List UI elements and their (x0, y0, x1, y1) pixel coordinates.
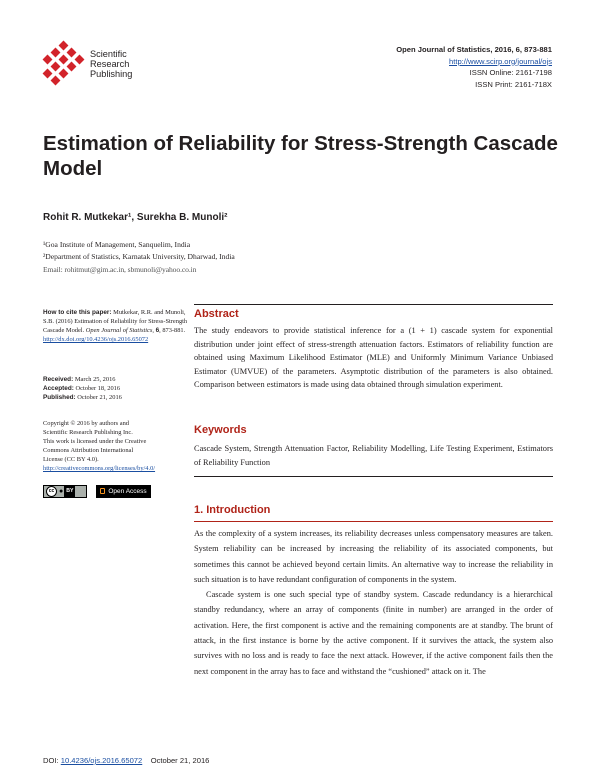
accepted-label: Accepted: (43, 385, 74, 393)
issn-online: ISSN Online: 2161-7198 (469, 68, 552, 77)
open-access-label: Open Access (108, 487, 147, 495)
publisher-name (90, 50, 132, 79)
abstract-top-rule (194, 304, 553, 305)
copyright-line: Scientific Research Publishing Inc. (43, 429, 133, 437)
email-line: Email: rohitmut@gim.ac.in, sbmunoli@yahoo.co.in (43, 265, 197, 274)
received-label: Received: (43, 376, 74, 383)
introduction-heading: 1. Introduction (194, 504, 271, 516)
open-lock-icon (100, 488, 105, 494)
accepted-date: October 18, 2016 (75, 385, 121, 393)
affiliation-1: ¹Goa Institute of Management, Sanquelim, India (43, 240, 191, 249)
cc-by-badge[interactable] (43, 485, 87, 498)
by-label: BY (64, 486, 75, 497)
introduction-paragraph-2: Cascade system is one such special type of standby system. Cascade redundancy is a hierarchical standby redundancy, where an array of components (finite in number) are arranged in the order of activation. Here, the first component is active and the remaining components are at standby. The brunt of attack, in the first instance is borne by the active component. If it survives the attack, the system also survives with no loss and is ready to face the next attack. However, if the active component fails then the next component in the array has to face and withstand the “cushioned” attack on it. The (194, 590, 553, 676)
introduction-rule (194, 521, 553, 522)
received-date: March 25, 2016 (74, 376, 116, 383)
keywords-heading: Keywords (194, 424, 247, 436)
license-badges (43, 484, 151, 498)
cite-doi-link[interactable]: http://dx.doi.org/10.4236/ojs.2016.65072 (43, 336, 149, 344)
introduction-paragraph-1: As the complexity of a system increases, its reliability decreases unless compensatory measures are taken. System reliability can be increased by increasing the reliability of its associated components, but sometimes this cannot be achieved beyond certain limits. An alternative way to increase the reliability in such situation is to have redundant configuration of components in the system. (194, 529, 553, 584)
affiliations (43, 239, 235, 263)
cite-volume: 6 (155, 327, 160, 335)
abstract-text: The study endeavors to provide statistical inference for a (1 + 1) cascade system for exponential distribution under joint effect of stress-strength attenuation factors. Estimators of reliability function are obtained using Maximum Likelihood Estimator (MLE) and Uniformly Minimum Variance Unbiased Estimator (UMVUE) of the parameters. Asymptotic distribution of the parameters is also obtained. Comparison between estimators is made using data obtained through simulation experiment. (194, 326, 553, 390)
dates-block (43, 375, 191, 402)
issn-print: ISSN Print: 2161-718X (475, 79, 552, 89)
footer-doi-link[interactable]: 10.4236/ojs.2016.65072 (60, 756, 143, 765)
cite-label: How to cite this paper: (43, 309, 112, 316)
abstract-heading: Abstract (194, 308, 239, 320)
published-label: Published: (43, 394, 76, 402)
keywords-text: Cascade System, Strength Attenuation Factor, Reliability Modelling, Life Testing Experiment, Estimators of Reliability Function (194, 444, 553, 467)
license-link[interactable]: http://creativecommons.org/licenses/by/4.0/ (43, 465, 156, 473)
paper-title: Estimation of Reliability for Stress-Strength Cascade Model (43, 132, 558, 180)
page-footer (43, 756, 209, 765)
open-access-badge[interactable] (96, 485, 151, 498)
publisher-logo-icon (40, 40, 88, 88)
copyright-line: This work is licensed under the Creative (43, 438, 147, 446)
introduction-body (194, 526, 553, 679)
journal-info (396, 44, 552, 90)
citation-block: How to cite this paper: Mutkekar, R.R. and Munoli, S.B. (2016) Estimation of Reliability for Stress-Strength Cascade Model. Open Journal of Statistics, 6, 873-881. http://dx.doi.org/10.4236/ojs.2016.65072 (43, 309, 188, 344)
copyright-line: Commons Attribution International (43, 447, 134, 455)
publisher-line: Scientific (90, 49, 127, 59)
publisher-line: Publishing (90, 68, 133, 79)
copyright-line: License (CC BY 4.0). (43, 456, 99, 464)
person-icon: ● (59, 487, 64, 495)
copyright-line: Copyright © 2016 by authors and (43, 420, 129, 427)
affiliation-2: ²Department of Statistics, Karnatak University, Dharwad, India (43, 252, 235, 262)
author-list: Rohit R. Mutkekar¹, Surekha B. Munoli² (43, 212, 228, 223)
journal-url-link[interactable]: http://www.scirp.org/journal/ojs (449, 56, 552, 66)
cite-pages: , 873-881. (159, 327, 186, 335)
cite-text: Mutkekar, R.R. and Munoli, S.B. (2016) Estimation of Reliability for Stress-Strength Cascade Model. (43, 309, 188, 335)
keywords-bottom-rule (194, 476, 553, 477)
footer-date: October 21, 2016 (150, 756, 210, 765)
journal-citation-line: Open Journal of Statistics, 2016, 6, 873-881 (396, 45, 552, 54)
doi-label: DOI: (43, 756, 59, 765)
copyright-block (43, 419, 191, 474)
publisher-line: Research (90, 58, 130, 69)
cite-journal: Open Journal of Statistics (85, 327, 153, 335)
cc-icon: cc (46, 486, 57, 497)
published-date: October 21, 2016 (77, 394, 122, 402)
